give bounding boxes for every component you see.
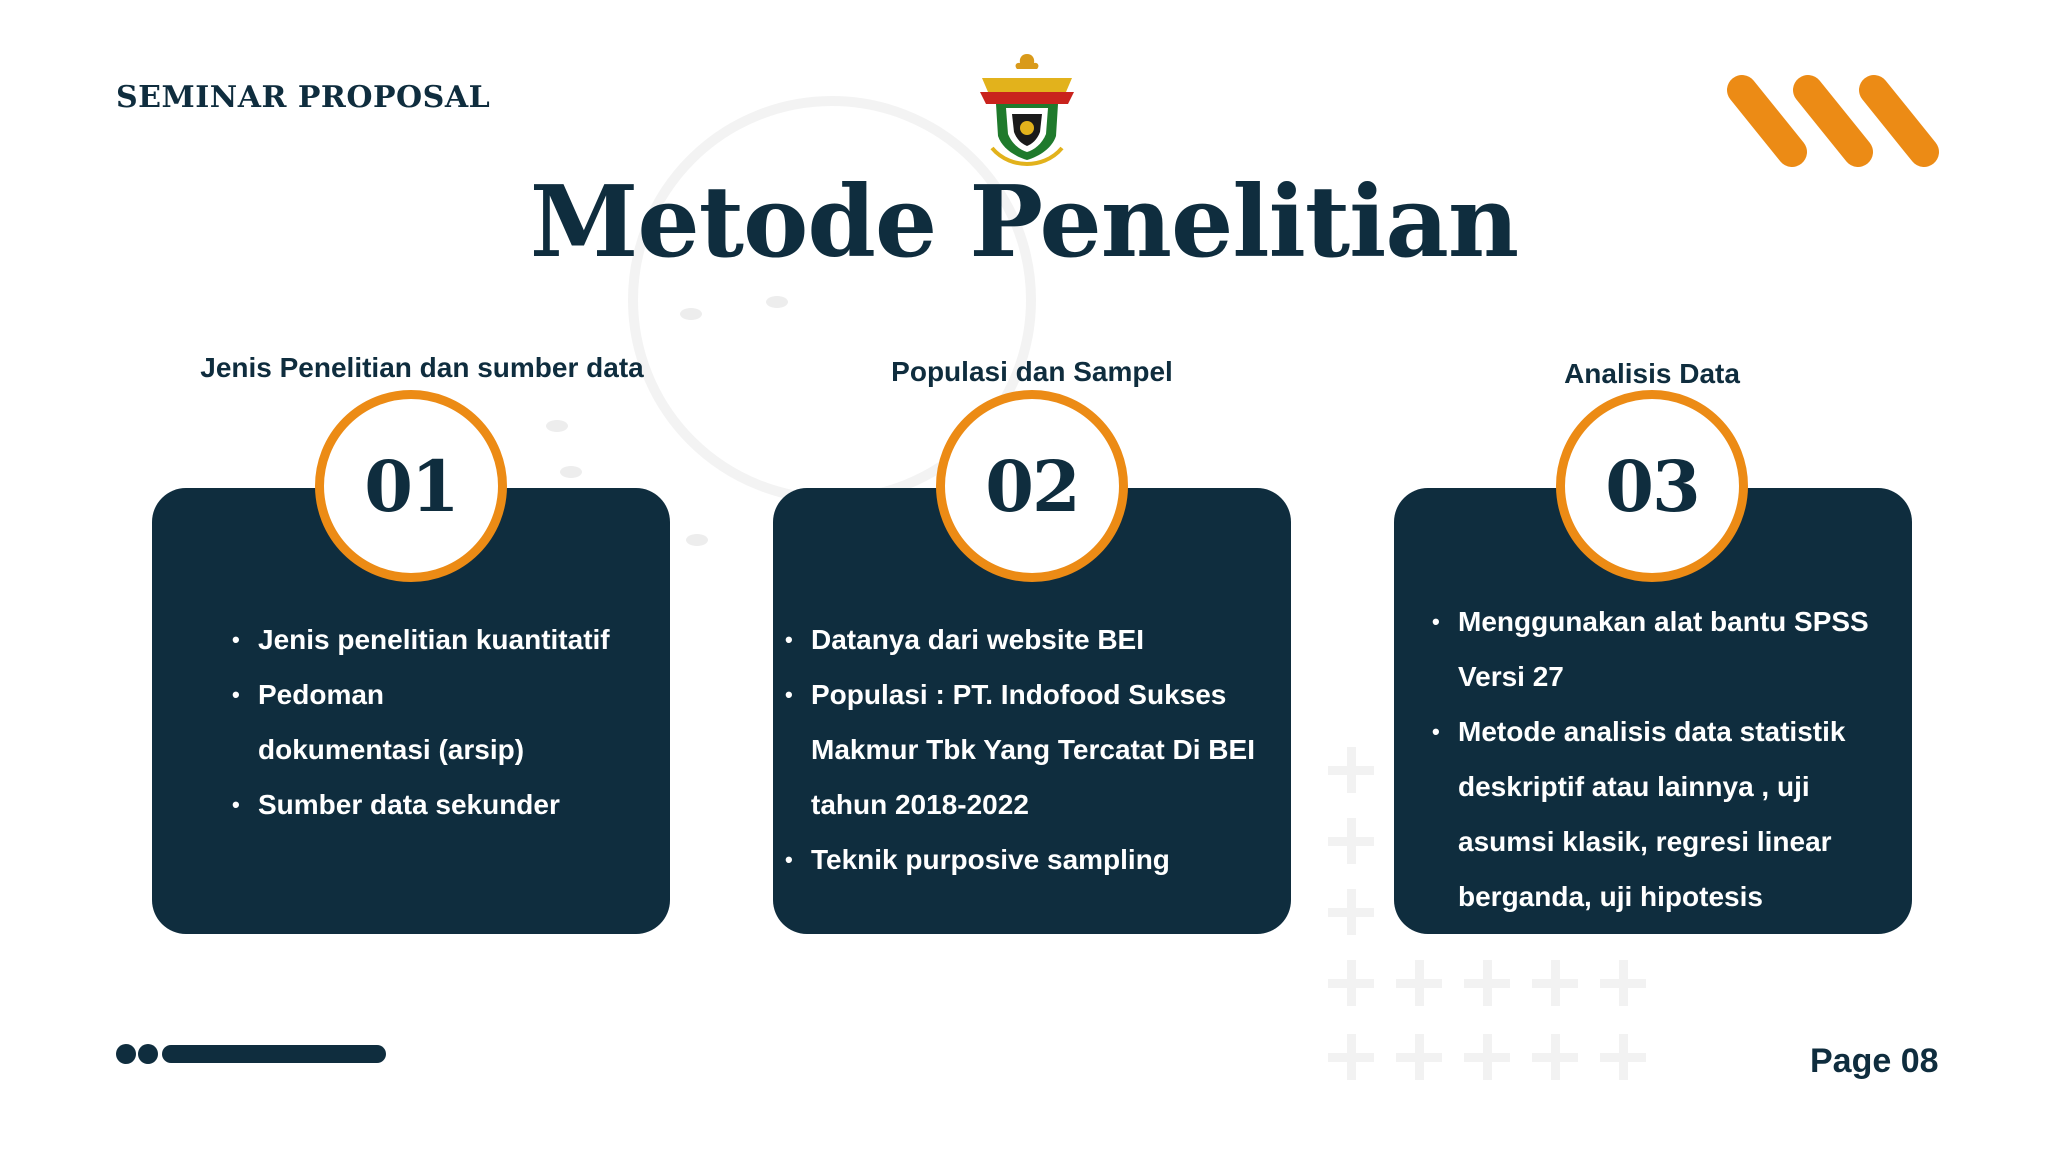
number-label: 02 [985, 444, 1079, 528]
university-emblem-icon [972, 48, 1082, 166]
plus-icon [1328, 747, 1374, 793]
list-item: • Pedoman dokumentasi (arsip) [232, 667, 552, 777]
number-badge [1556, 390, 1748, 582]
list-item: • Teknik purposive sampling [785, 832, 1275, 887]
list-item: • Sumber data sekunder [232, 777, 652, 832]
plus-icon [1328, 960, 1374, 1006]
card-list [1432, 594, 1902, 924]
plus-icon [1464, 960, 1510, 1006]
column-heading-analysis: Analisis Data [1564, 358, 1740, 389]
plus-icon [1532, 960, 1578, 1006]
card-list [232, 612, 652, 832]
plus-icon [1328, 818, 1374, 864]
background-dot [766, 296, 788, 308]
orange-stripes-icon [1720, 70, 1960, 180]
list-item: • Jenis penelitian kuantitatif [232, 612, 652, 667]
plus-icon [1532, 1034, 1578, 1080]
list-item: • Datanya dari website BEI [785, 612, 1275, 667]
brand-label: SEMINAR PROPOSAL [116, 80, 491, 115]
list-item: • Populasi : PT. Indofood Sukses Makmur Tbk Yang Tercatat Di BEI tahun 2018-2022 [785, 667, 1265, 832]
progress-dot [138, 1044, 158, 1064]
page-title: Metode Penelitian [529, 165, 1519, 280]
slide-progress-indicator [116, 1044, 386, 1064]
column-heading-population: Populasi dan Sampel [891, 356, 1173, 387]
number-label: 01 [364, 444, 458, 528]
plus-icon [1328, 1034, 1374, 1080]
background-dot [560, 466, 582, 478]
number-label: 03 [1605, 444, 1699, 528]
plus-icon [1396, 960, 1442, 1006]
page-number: Page 08 [1810, 1042, 1939, 1080]
progress-bar [162, 1045, 386, 1063]
background-dot [546, 420, 568, 432]
column-heading-research-type: Jenis Penelitian dan sumber data [200, 352, 644, 383]
background-dot [680, 308, 702, 320]
progress-dot [116, 1044, 136, 1064]
card-list [785, 612, 1275, 887]
background-dot [686, 534, 708, 546]
plus-icon [1600, 1034, 1646, 1080]
number-badge [315, 390, 507, 582]
plus-icon [1396, 1034, 1442, 1080]
list-item: • Metode analisis data statistik deskriptif atau lainnya , uji asumsi klasik, regresi linear berganda, uji hipotesis [1432, 704, 1902, 924]
number-badge [936, 390, 1128, 582]
plus-icon [1600, 960, 1646, 1006]
plus-icon [1464, 1034, 1510, 1080]
plus-icon [1328, 889, 1374, 935]
list-item: • Menggunakan alat bantu SPSS Versi 27 [1432, 594, 1872, 704]
